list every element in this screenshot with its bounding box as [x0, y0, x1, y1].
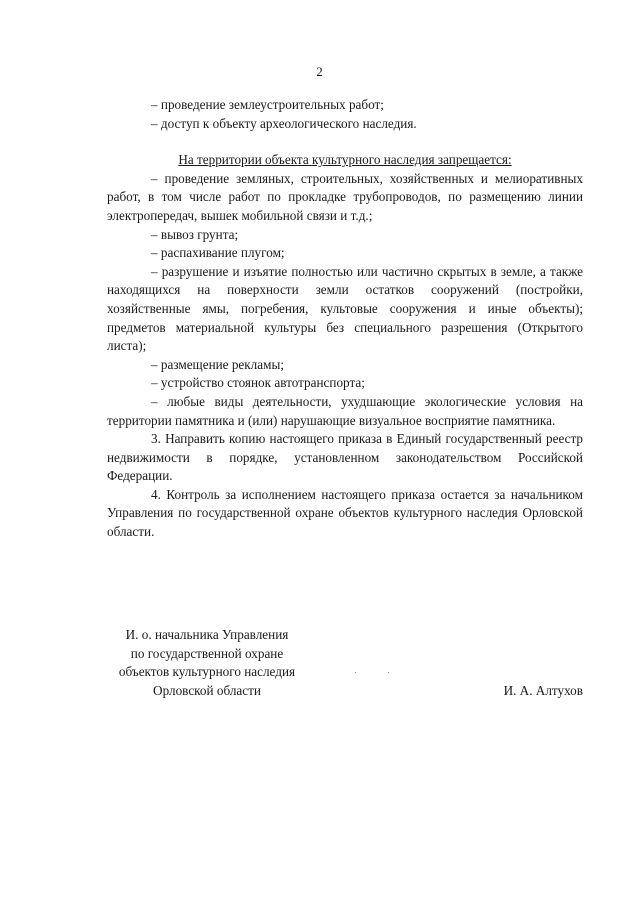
paragraph-gap: [107, 133, 583, 151]
list-item: – проведение земляных, строительных, хозяйственных и мелиоративных работ, в том числе работ по прокладке трубопроводов, по размещению линии электропередач, вышек мобильной связи и т.д.;: [107, 170, 583, 223]
page-number: 2: [316, 64, 323, 79]
position-line: И. о. начальника Управления: [125, 627, 289, 642]
clause-4: 4. Контроль за исполнением настоящего приказа остается за начальником Управления по государственной охране объектов культурного наследия Орловской области.: [107, 486, 583, 540]
list-item: – устройство стоянок автотранспорта;: [151, 375, 365, 391]
clause-3: 3. Направить копию настоящего приказа в Единый государственный реестр недвижимости в порядке, установленном законодательством Российской Федерации.: [107, 431, 583, 484]
position-line: по государственной охране: [130, 645, 284, 661]
list-item: – вывоз грунта;: [151, 226, 239, 242]
section-heading: На территории объекта культурного наследия запрещается:: [178, 152, 512, 168]
signatory-name: И. А. Алтухов: [503, 683, 583, 698]
list-item: – любые виды деятельности, ухудшающие экологические условия на территории памятника и (или) нарушающие визуальное восприятие памятника.: [107, 393, 583, 428]
position-line: объектов культурного наследия: [118, 664, 296, 680]
list-item: – проведение землеустроительных работ;: [151, 97, 384, 112]
list-item: – доступ к объекту археологического наследия.: [151, 115, 417, 131]
list-item: – разрушение и изъятие полностью или частично скрытых в земле, а также находящихся на поверхности земли остатков сооружений (постройки, хозяйственные ямы, погребения, культовые сооружения и иные объекты); предметов материальной культуры без специального разрешения (Открытого листа);: [107, 263, 583, 354]
signatory-position: [107, 626, 307, 700]
scan-speck: [388, 672, 389, 673]
position-line: Орловской области: [153, 682, 261, 698]
scan-speck: [355, 672, 356, 673]
list-item: – размещение рекламы;: [151, 356, 284, 372]
document-body: [107, 96, 583, 542]
list-item: – распахивание плугом;: [151, 245, 285, 261]
